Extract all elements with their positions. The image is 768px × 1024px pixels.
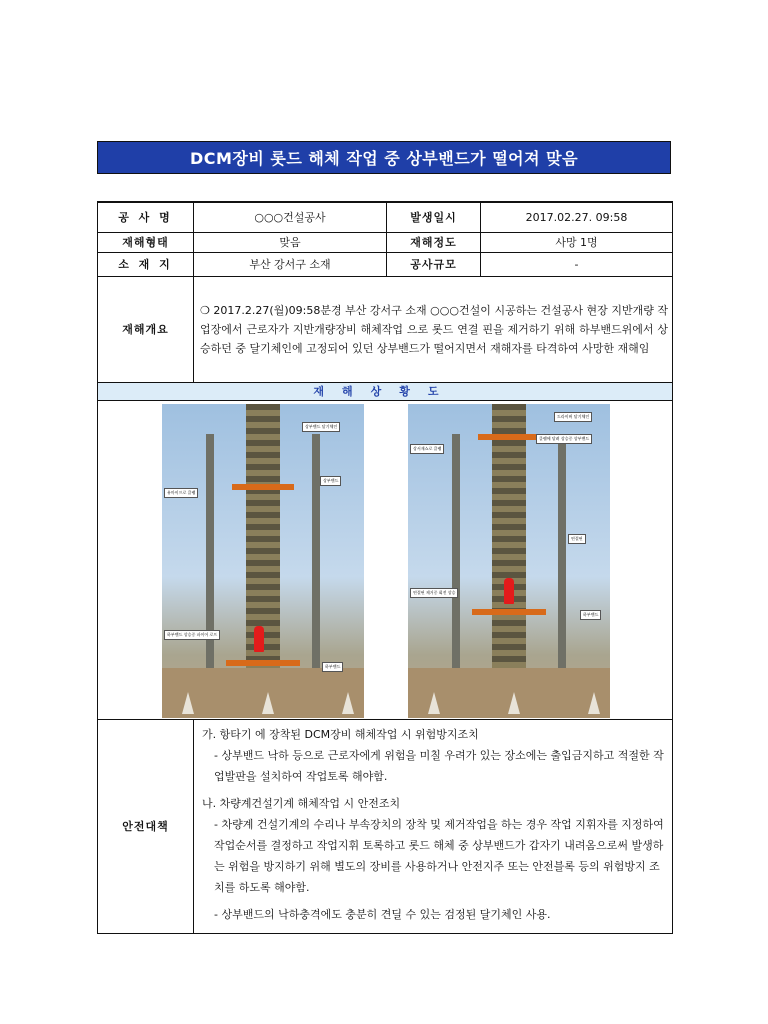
photo-tag: 연결핀 제거중 회전 상승 — [410, 588, 458, 598]
measure-a-title: 가. 항타기 에 장착된 DCM장비 해체작업 시 위험방지조치 — [202, 727, 479, 741]
measure-b-item: - 차량계 건설기계의 수리나 부속장치의 장착 및 제거작업을 하는 경우 작업 지휘자를 지정하여 작업순서를 결정하고 작업지휘 토록하고 롯드 해체 중 상부밴드가 갑자기 내려옴으로써 발생하는 위험을 방지하기 위해 별도의 장비를 사용하거나 안전지주 또는 안전블록 등의 위험방지 조치를 하도록 해야함. — [214, 817, 664, 894]
type-value: 맞음 — [194, 232, 387, 252]
scale-label: 공사규모 — [387, 252, 481, 276]
measure-a-item: - 상부밴드 낙하 등으로 근로자에게 위험을 미칠 우려가 있는 장소에는 출입금지하고 적절한 작업발판을 설치하여 작업토록 해야함. — [214, 748, 664, 783]
diagram-photos — [98, 400, 673, 719]
photo-tag: 유마이프로 클램 — [164, 488, 198, 498]
traffic-cone — [508, 692, 520, 714]
date-value: 2017.02.27. 09:58 — [481, 202, 673, 232]
measure-c-item: - 상부밴드의 낙하충격에도 충분히 견딜 수 있는 검정된 달기체인 사용. — [214, 907, 551, 921]
upper-band — [232, 484, 294, 490]
traffic-cone — [588, 692, 600, 714]
rod-mast — [492, 404, 526, 674]
location-label: 소 재 지 — [98, 252, 194, 276]
summary-bullet: ❍ — [200, 303, 210, 317]
traffic-cone — [342, 692, 354, 714]
severity-value: 사망 1명 — [481, 232, 673, 252]
traffic-cone — [428, 692, 440, 714]
pipe — [312, 434, 320, 674]
photo-tag: 상부밴드 달기체인 — [302, 422, 340, 432]
photo-tag: 하부밴드 상승중 파이어 로프 — [164, 630, 220, 640]
project-value: ○○○건설공사 — [194, 202, 387, 232]
worker-marker — [254, 626, 264, 652]
measures-text — [194, 719, 673, 933]
severity-label: 재해정도 — [387, 232, 481, 252]
worker-marker — [504, 578, 514, 604]
accident-report-table — [97, 201, 673, 934]
accident-photo-before — [162, 404, 364, 718]
diagram-header: 재해상황도 — [98, 382, 673, 400]
upper-band — [478, 434, 540, 440]
photo-tag: 하부밴드 — [322, 662, 343, 672]
photo-tag: 상서재쇼로 클램 — [410, 444, 444, 454]
pipe — [452, 434, 460, 674]
lower-band — [472, 609, 546, 615]
date-label: 발생일시 — [387, 202, 481, 232]
accident-photo-after — [408, 404, 610, 718]
photo-tag: 하부밴드 — [580, 610, 601, 620]
photo-tag: 연결핀 — [568, 534, 586, 544]
type-label: 재해형태 — [98, 232, 194, 252]
summary-label: 재해개요 — [98, 276, 194, 382]
summary-text — [194, 276, 673, 382]
photo-tag: 클램에 달려 상승중 상부밴드 — [536, 434, 592, 444]
document-title: DCM장비 롯드 해체 작업 중 상부밴드가 떨어져 맞음 — [97, 141, 671, 174]
location-value: 부산 강서구 소재 — [194, 252, 387, 276]
measure-b-title: 나. 차량계건설기계 해체작업 시 안전조치 — [202, 796, 401, 810]
lower-band — [226, 660, 300, 666]
scale-value: - — [481, 252, 673, 276]
photo-tag: 드라이버 달기체인 — [554, 412, 592, 422]
summary-body: 2017.2.27(월)09:58분경 부산 강서구 소재 ○○○건설이 시공하는 건설공사 현장 지반개량 작업장에서 근로자가 지반개량장비 해체작업 으로 롯드 연결 핀을 제거하기 위해 하부밴드위에서 상승하던 중 달기체인에 고정되어 있던 상부밴드가 떨어지면서 재해자를 타격하여 사망한 재해임 — [200, 303, 668, 355]
measures-label: 안전대책 — [98, 719, 194, 933]
project-label: 공 사 명 — [98, 202, 194, 232]
traffic-cone — [182, 692, 194, 714]
pipe — [558, 434, 566, 674]
photo-tag: 상부밴드 — [320, 476, 341, 486]
traffic-cone — [262, 692, 274, 714]
